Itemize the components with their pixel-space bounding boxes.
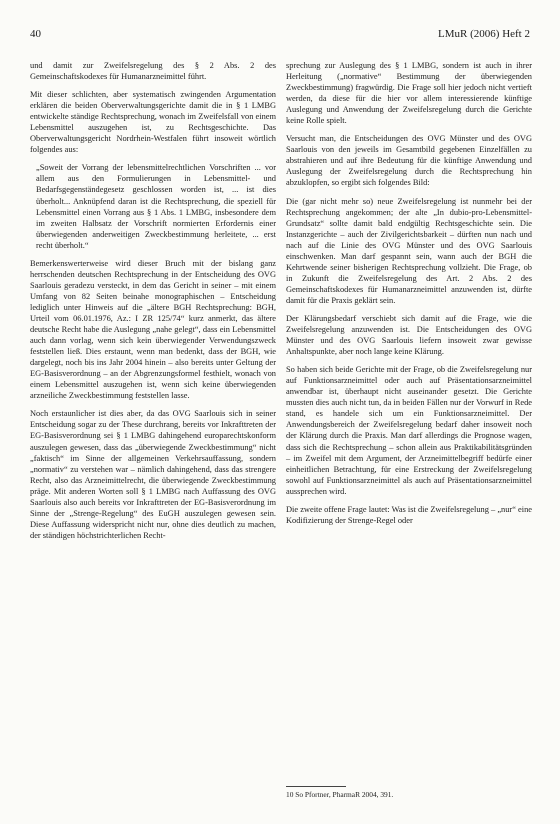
page-number: 40	[30, 28, 41, 40]
paragraph: Der Klärungsbedarf verschiebt sich damit auf die Frage, wie die Zweifelsregelung anzuwenden ist. Die Entscheidungen des OVG Münster und des OVG Saarlouis liefern insoweit zwar gewisse Anhaltspunkte, aber noch lange keine Klärung.	[286, 313, 532, 357]
paragraph: Die (gar nicht mehr so) neue Zweifelsregelung ist nunmehr bei der Rechtsprechung angekommen; der alte „In dubio-pro-Lebensmittel-Grundsatz“ sollte damit bald endgültig Rechtsgeschichte sein. Die Instanzgerichte – auch der Zivilgerichtsbarkeit – dürften nun nach und nach auf die Linie des OVG Münster und des OVG Saarlouis einschwenken. Man darf gespannt sein, wann auch der BGH die Kehrtwende seiner bisherigen Rechtsprechung vollzieht. Die Frage, ob in Zukunft die Zweifelsregelung des Art. 2 Abs. 2 des Gemeinschaftskodexes für Humanarzneimittel anzuwenden ist, dürfte damit für die Praxis geklärt sein.	[286, 196, 532, 305]
paragraph: und damit zur Zweifelsregelung des § 2 Abs. 2 des Gemeinschaftskodexes für Humanarzneimittel führt.	[30, 61, 276, 82]
paragraph: Mit dieser schlichten, aber systematisch zwingenden Argumentation erklären die beiden Oberverwaltungsgerichte damit die in § 1 LMBG entwickelte ständige Rechtsprechung, wonach im Zweifelsfall von einem Lebensmittel auszugehen ist, zu Rechtsgeschichte. Das Oberverwaltungsgericht Nordrhein-Westfalen führt insoweit wörtlich folgendes aus:	[30, 90, 276, 155]
paragraph: Die zweite offene Frage lautet: Was ist die Zweifelsregelung – „nur“ eine Kodifizierung der Strenge-Regel oder	[286, 504, 532, 525]
footnote-text: 10 So Pfortner, PharmaR 2004, 391.	[286, 790, 394, 799]
left-column	[30, 60, 276, 548]
block-quote: „Soweit der Vorrang der lebensmittelrechtlichen Vorschriften ... vor allem aus den Formulierungen in Lebensmittel- und Bedarfsgegenständegesetz geschlossen worden ist, ... ist dies überholt... Anknüpfend daran ist die Rechtsprechung, die speziell für Lebensmittel einen Vorrang aus § 1 Abs. 1 LMBG, insbesondere dem im zweiten Halbsatz der Vorschrift normierten Erfordernis einer überwiegenden anderweitigen Zweckbestimmung herleitete, ... erst recht überholt.“	[36, 163, 276, 250]
footnote-rule	[286, 786, 346, 787]
paragraph: Bemerkenswerterweise wird dieser Bruch mit der bislang ganz herrschenden deutschen Rechtsprechung in der Entscheidung des OVG Saarlouis geradezu versteckt, in dem das Gericht in seiner – mit einem Umfang von 82 Seiten beinahe monographischen – Entscheidung lediglich unter Hinweis auf die „ältere BGH Rechtsprechung: BGH, Urteil vom 06.01.1976, Az.: I ZR 125/74“ kurz anmerkt, das ältere deutsche Recht habe die Auslegung „nahe gelegt“, dass ein Lebensmittel auch dann vorlag, wenn sich kein überwiegender Verwendungszweck feststellen ließ. Dies erstaunt, wenn man bedenkt, dass der BGH, wie dargelegt, noch bis ins Jahr 2004 hinein – also bereits unter Geltung der EG-Basisverordnung – an der Abgrenzungsformel festhielt, wonach von einem Lebensmittel auszugehen ist, wenn sich keine überwiegenden arzneiliche Zweckbestimmung feststellen lasse.	[30, 258, 276, 401]
journal-title: LMuR (2006) Heft 2	[438, 28, 530, 40]
right-column	[286, 60, 532, 533]
footnote	[286, 786, 532, 799]
paragraph: Versucht man, die Entscheidungen des OVG Münster und des OVG Saarlouis von den jeweils im Gesamtbild gegebenen Einzelfällen zu abstrahieren und auf ihre Bedeutung für die künftige Anwendung und Auslegung der Zweifelsregelung durch die Rechtsprechung hin abzuklopfen, so ergibt sich folgendes Bild:	[286, 134, 532, 188]
paragraph: Noch erstaunlicher ist dies aber, da das OVG Saarlouis sich in seiner Entscheidung sogar zu der These durchrang, bereits vor Inkrafttreten der EG-Basisverordnung sei § 1 LMBG dahingehend europarechtskonform auszulegen gewesen, dass das „überwiegende Zweckbestimmung“ nicht „faktisch“ im Sinne der allgemeinen Verkehrsauffassung, sondern „normativ“ zu verstehen war – nämlich dahingehend, dass das strengere Recht, also das Arzneimittelrecht, die überwiegende Zweckbestimmung präge. Mit anderen Worten soll § 1 LMBG nach Auffassung des OVG Saarlouis also auch bereits vor Inkrafttreten der EG-Basisverordnung im Sinne der „Strenge-Regelung“ des EuGH auszulegen gewesen sein. Diese Auffassung widerspricht nicht nur, ohne dies deutlich zu machen, der ständigen höchstrichterlichen Recht-	[30, 409, 276, 540]
paragraph: sprechung zur Auslegung des § 1 LMBG, sondern ist auch in ihrer Herleitung („normative“ Bestimmung der überwiegenden Zweckbestimmung) fragwürdig. Die Frage soll hier jedoch nicht vertieft werden, da diese für die hier vor allem interessierende künftige Auslegung und Anwendung der Zweifelsregelung durch die Gerichte keine Rolle spielt.	[286, 61, 532, 126]
running-header	[30, 28, 530, 44]
paragraph: So haben sich beide Gerichte mit der Frage, ob die Zweifelsregelung nur auf Funktionsarzneimittel oder auch auf Präsentationsarzneimittel anwendbar ist, überhaupt nicht auseinander gesetzt. Die Gerichte mussten dies auch nicht tun, da in beiden Fällen nur der Vorwurf in Rede stand, es handele sich um ein Funktionsarzneimittel. Der Anwendungsbereich der Zweifelsregelung bedarf daher insoweit noch der Klärung durch die Praxis. Man darf allerdings die Prognose wagen, dass sich die Rechtsprechung – schon allein aus Praktikabilitätsgründen – im Zweifel mit dem Argument, der Arzneimittelbegriff bedürfe einer einheitlichen Betrachtung, für eine Erstreckung der Zweifelsregelung sowohl auf Funktionsarzneimittel als auch auf Präsentationsarzneimittel aussprechen wird.	[286, 365, 532, 496]
